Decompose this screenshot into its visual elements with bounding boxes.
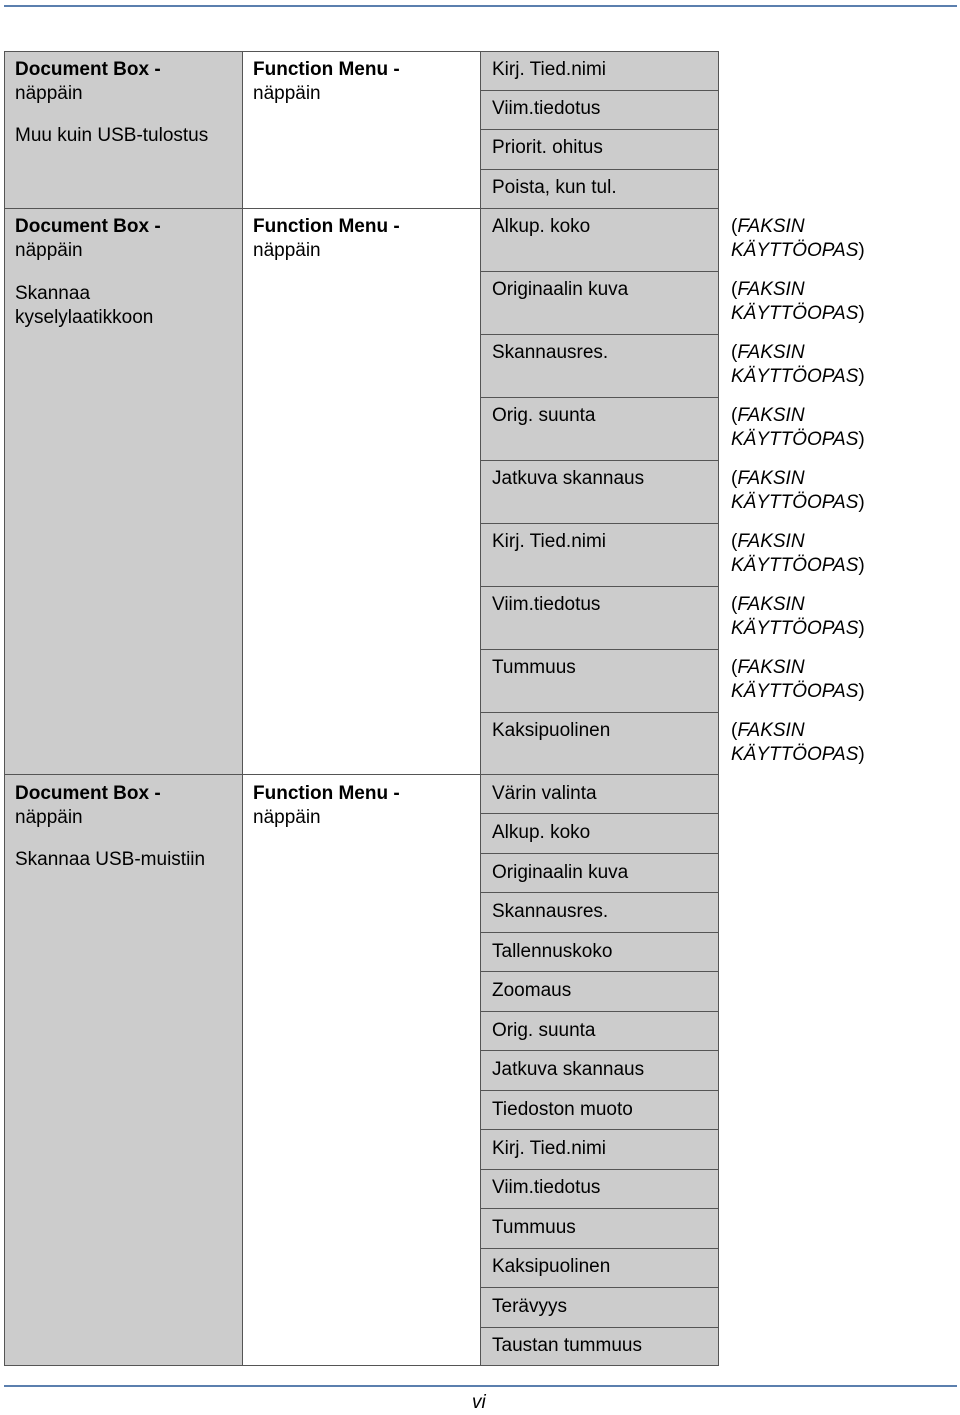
section1-menu-label: Function Menu -: [253, 59, 400, 80]
section2-item-label: Alkup. koko: [492, 216, 591, 237]
section2-item-label: Originaalin kuva: [492, 279, 629, 300]
section2-mode-2: kyselylaatikkoon: [15, 307, 154, 328]
section1-item-label: Poista, kun tul.: [492, 177, 617, 198]
bottom-rule: [4, 1385, 957, 1387]
section2-menu-label: Function Menu -: [253, 216, 400, 237]
top-rule: [4, 5, 957, 7]
section3-item-label: Tiedoston muoto: [492, 1099, 633, 1120]
section1-item-label: Priorit. ohitus: [492, 137, 603, 158]
section3-item-label: Kirj. Tied.nimi: [492, 1138, 607, 1159]
fax-manual-reference: (FAKSIN KÄYTTÖOPAS): [731, 279, 865, 324]
section2-item-label: Kaksipuolinen: [492, 720, 611, 741]
section3-item-label: Alkup. koko: [492, 822, 591, 843]
section2-menu-cell: [242, 208, 481, 775]
fax-manual-reference: (FAKSIN KÄYTTÖOPAS): [731, 405, 865, 450]
section2-item-label: Kirj. Tied.nimi: [492, 531, 607, 552]
section1-menu-label-2: näppäin: [253, 83, 321, 104]
section3-menu-label-2: näppäin: [253, 807, 321, 828]
section2-item-label: Orig. suunta: [492, 405, 596, 426]
section3-item-label: Viim.tiedotus: [492, 1177, 601, 1198]
fax-manual-reference: (FAKSIN KÄYTTÖOPAS): [731, 342, 865, 387]
fax-manual-reference: (FAKSIN KÄYTTÖOPAS): [731, 594, 865, 639]
section3-item-label: Originaalin kuva: [492, 862, 629, 883]
section1-key-label: Document Box -: [15, 59, 161, 80]
section3-item-label: Orig. suunta: [492, 1020, 596, 1041]
section3-item-label: Kaksipuolinen: [492, 1256, 611, 1277]
section2-item-label: Jatkuva skannaus: [492, 468, 645, 489]
section2-menu-label-2: näppäin: [253, 240, 321, 261]
section2-mode: Skannaa: [15, 283, 91, 304]
section3-item-label: Värin valinta: [492, 783, 597, 804]
section1-item-label: Kirj. Tied.nimi: [492, 59, 607, 80]
section2-item-label: Tummuus: [492, 657, 576, 678]
section3-key-label-2: näppäin: [15, 807, 83, 828]
section2-item-label: Viim.tiedotus: [492, 594, 601, 615]
page-number: vi: [472, 1392, 486, 1413]
section1-mode: Muu kuin USB-tulostus: [15, 125, 209, 146]
section3-mode: Skannaa USB-muistiin: [15, 849, 206, 870]
fax-manual-reference: (FAKSIN KÄYTTÖOPAS): [731, 216, 865, 261]
section2-key-label-2: näppäin: [15, 240, 83, 261]
section3-menu-label: Function Menu -: [253, 783, 400, 804]
section2-key-label: Document Box -: [15, 216, 161, 237]
fax-manual-reference: (FAKSIN KÄYTTÖOPAS): [731, 657, 865, 702]
section3-item-label: Terävyys: [492, 1296, 567, 1317]
fax-manual-reference: (FAKSIN KÄYTTÖOPAS): [731, 468, 865, 513]
section3-menu-cell: [242, 774, 481, 1366]
section2-item-label: Skannausres.: [492, 342, 609, 363]
section1-key-label-2: näppäin: [15, 83, 83, 104]
section3-item-label: Taustan tummuus: [492, 1335, 642, 1356]
section3-item-label: Tummuus: [492, 1217, 576, 1238]
fax-manual-reference: (FAKSIN KÄYTTÖOPAS): [731, 720, 865, 765]
section3-key-label: Document Box -: [15, 783, 161, 804]
section3-item-label: Tallennuskoko: [492, 941, 613, 962]
section1-item-label: Viim.tiedotus: [492, 98, 601, 119]
section3-item-label: Zoomaus: [492, 980, 572, 1001]
section3-item-label: Skannausres.: [492, 901, 609, 922]
fax-manual-reference: (FAKSIN KÄYTTÖOPAS): [731, 531, 865, 576]
section3-item-label: Jatkuva skannaus: [492, 1059, 645, 1080]
